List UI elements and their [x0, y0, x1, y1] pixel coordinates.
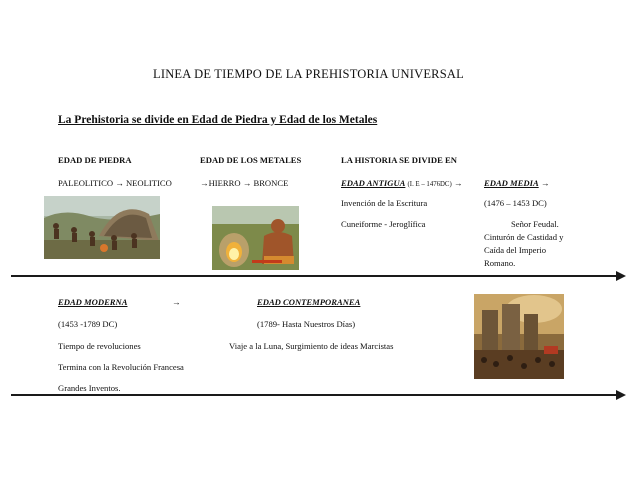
modern-item-french-revolution: Termina con la Revolución Francesa [58, 362, 184, 372]
metal-age-illustration [212, 206, 299, 270]
modern-item-revolutions: Tiempo de revoluciones [58, 341, 141, 351]
middle-item-roman: Romano. [484, 258, 516, 268]
contemporary-age-label: EDAD CONTEMPORANEA [257, 297, 361, 307]
middle-item-fall: Caída del Imperio [484, 245, 547, 255]
modern-item-inventions: Grandes Inventos. [58, 383, 121, 393]
contemporary-item-moon: Viaje a la Luna, Surgimiento de ideas Marcistas [229, 341, 394, 351]
page-subtitle: La Prehistoria se divide en Edad de Piedra y Edad de los Metales [58, 114, 378, 126]
middle-item-chastity: Cinturón de Castidad y [484, 232, 564, 242]
middle-arrow: → [540, 178, 550, 188]
ancient-item-writing: Invención de la Escritura [341, 198, 428, 208]
ancient-arrow: → [453, 178, 463, 188]
history-header: LA HISTORIA SE DIVIDE EN [341, 155, 457, 165]
middle-age-dates: (1476 – 1453 DC) [484, 198, 547, 208]
modern-age-dates: (1453 -1789 DC) [58, 319, 118, 329]
contemporary-age-dates: (1789- Hasta Nuestros Días) [257, 319, 356, 329]
middle-age-label: EDAD MEDIA [484, 178, 539, 188]
bastille-illustration [474, 294, 564, 379]
metal-age-periods: →HIERRO → BRONCE [200, 178, 289, 188]
middle-age-row [484, 178, 549, 188]
timeline-arrow-2 [10, 388, 628, 402]
stone-age-header: EDAD DE PIEDRA [58, 155, 132, 165]
ancient-age-label: EDAD ANTIGUA [341, 178, 406, 188]
ancient-item-cuneiform: Cuneiforme - Jeroglífica [341, 219, 426, 229]
ancient-age-dates: (I. E – 1476DC) [407, 181, 452, 188]
page-title: LINEA DE TIEMPO DE LA PREHISTORIA UNIVERSAL [153, 67, 464, 81]
metal-age-header: EDAD DE LOS METALES [200, 155, 302, 165]
timeline-arrow-1 [10, 269, 628, 283]
stone-age-illustration [44, 196, 160, 259]
modern-age-label: EDAD MODERNA [58, 297, 128, 307]
ancient-age-row [341, 178, 462, 188]
stone-age-periods: PALEOLITICO → NEOLITICO [58, 178, 172, 188]
modern-arrow: → [172, 297, 181, 307]
middle-item-feudal: Señor Feudal. [511, 219, 559, 229]
